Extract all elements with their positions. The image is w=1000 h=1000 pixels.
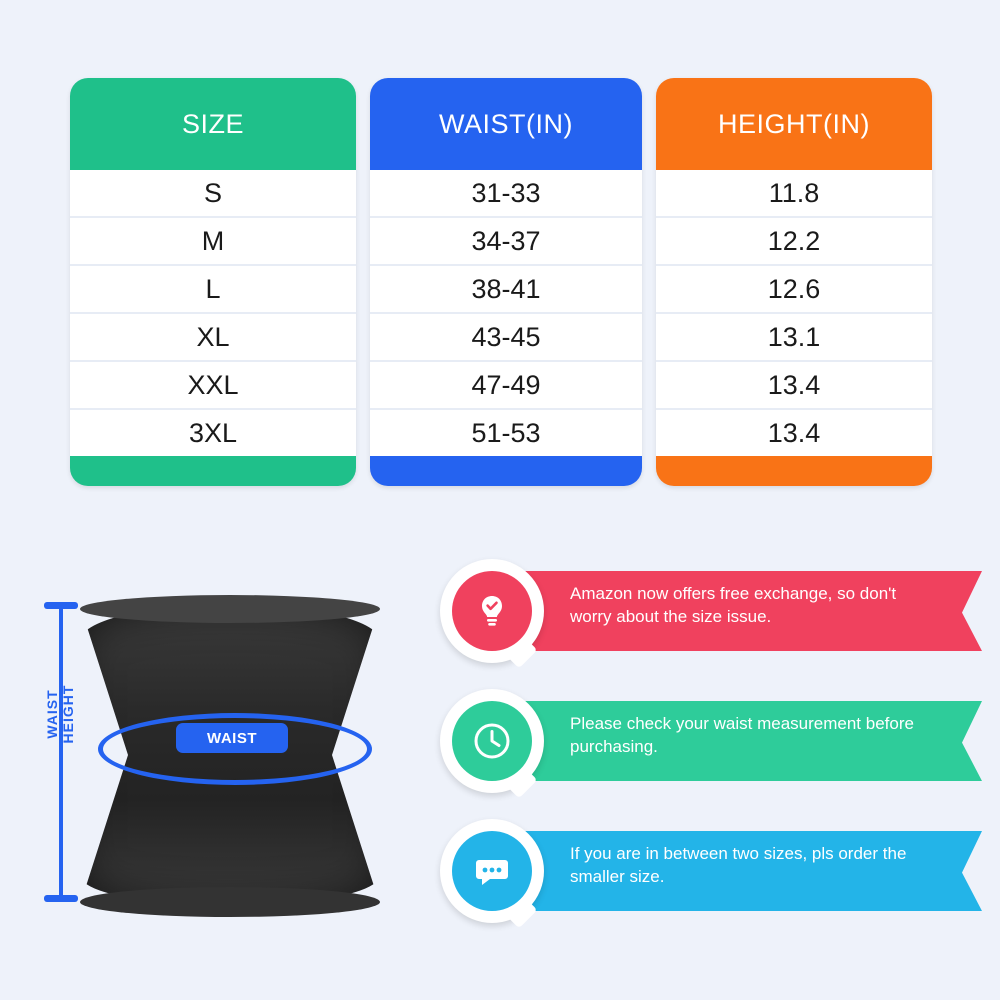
column-footer-waist xyxy=(370,456,642,486)
clock-icon xyxy=(452,701,532,781)
table-cell: 31-33 xyxy=(370,170,642,218)
table-cell: 38-41 xyxy=(370,266,642,314)
waist-label: WAIST xyxy=(176,723,288,753)
note-text: Amazon now offers free exchange, so don't worry about the size issue. xyxy=(570,584,897,626)
lightbulb-icon xyxy=(452,571,532,651)
table-cell: 43-45 xyxy=(370,314,642,362)
table-cell: XL xyxy=(70,314,356,362)
measure-cap-bottom xyxy=(44,895,78,902)
table-cell: 13.4 xyxy=(656,410,932,456)
waist-height-measure xyxy=(38,602,84,902)
size-chart-column-waist xyxy=(370,78,642,486)
table-cell: 47-49 xyxy=(370,362,642,410)
size-chart-column-size xyxy=(70,78,356,486)
notes-list xyxy=(430,555,990,945)
column-footer-size xyxy=(70,456,356,486)
waist-trainer-belt xyxy=(80,605,380,905)
table-cell: 11.8 xyxy=(656,170,932,218)
column-header-height: HEIGHT(IN) xyxy=(718,108,870,139)
note-item xyxy=(430,685,990,797)
chat-bubble-icon xyxy=(452,831,532,911)
note-badge xyxy=(440,559,544,663)
table-cell: 12.2 xyxy=(656,218,932,266)
size-chart-table xyxy=(70,78,932,486)
note-item xyxy=(430,815,990,927)
note-text: If you are in between two sizes, pls order the smaller size. xyxy=(570,844,907,886)
note-text: Please check your waist measurement before purchasing. xyxy=(570,714,914,756)
table-cell: L xyxy=(70,266,356,314)
belt-bottom-edge xyxy=(80,887,380,917)
table-cell: 34-37 xyxy=(370,218,642,266)
belt-top-edge xyxy=(80,595,380,623)
size-chart-column-height xyxy=(656,78,932,486)
column-body-height xyxy=(656,170,932,456)
waist-height-label: WAIST HEIGHT xyxy=(44,684,76,744)
product-illustration xyxy=(20,560,420,980)
column-body-waist xyxy=(370,170,642,456)
table-cell: 13.1 xyxy=(656,314,932,362)
table-cell: 12.6 xyxy=(656,266,932,314)
table-cell: M xyxy=(70,218,356,266)
column-header-waist: WAIST(IN) xyxy=(439,108,573,139)
table-cell: 3XL xyxy=(70,410,356,456)
column-body-size xyxy=(70,170,356,456)
table-cell: 51-53 xyxy=(370,410,642,456)
table-cell: XXL xyxy=(70,362,356,410)
column-header-size: SIZE xyxy=(181,108,244,139)
note-badge xyxy=(440,819,544,923)
note-badge xyxy=(440,689,544,793)
column-footer-height xyxy=(656,456,932,486)
table-cell: S xyxy=(70,170,356,218)
table-cell: 13.4 xyxy=(656,362,932,410)
note-item xyxy=(430,555,990,667)
